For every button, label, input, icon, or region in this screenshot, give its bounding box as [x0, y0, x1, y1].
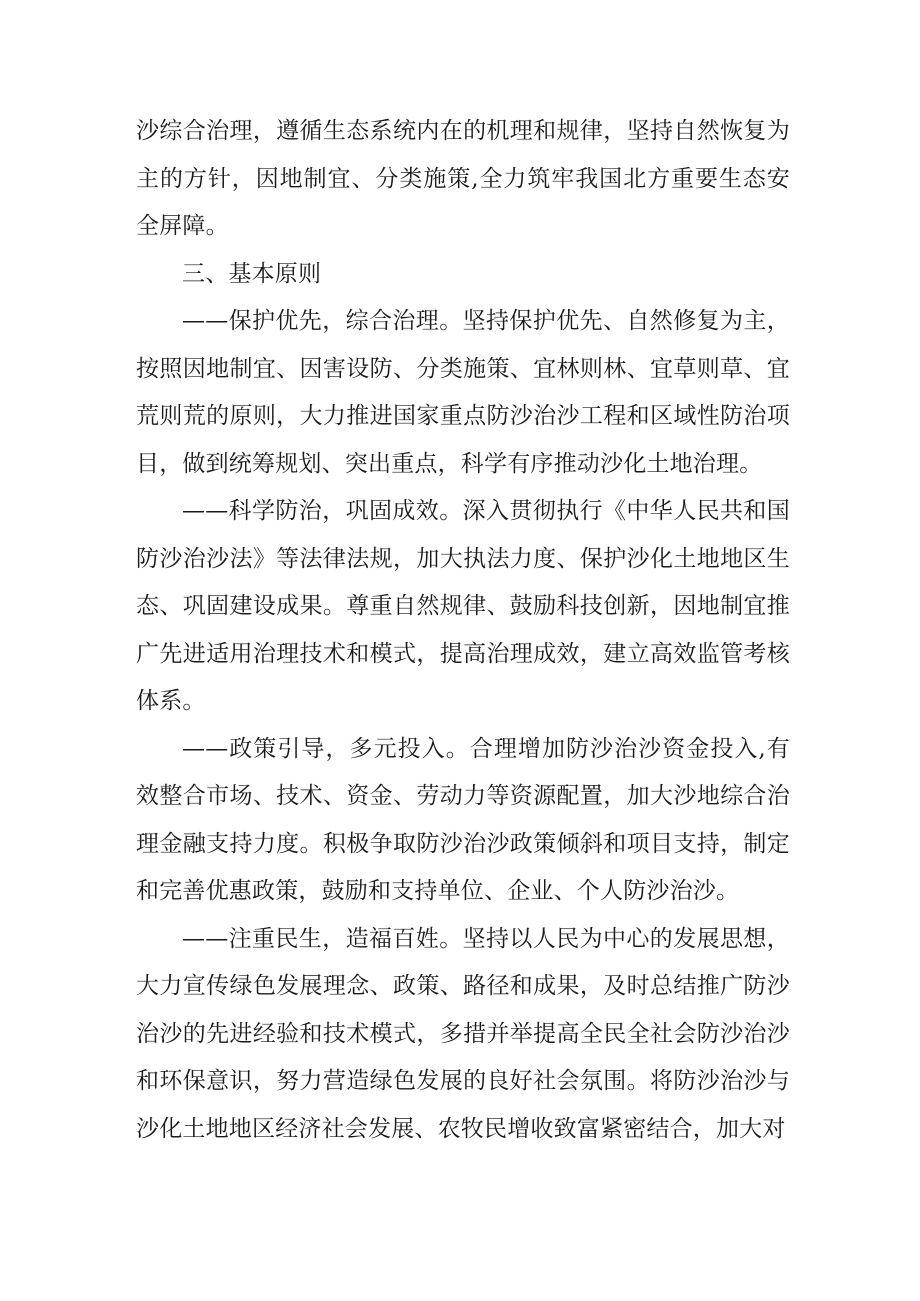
paragraph-continuation: 沙综合治理，遵循生态系统内在的机理和规律，坚持自然恢复为主的方针，因地制宜、分类施策,全力筑牢我国北方重要生态安全屏障。: [136, 118, 790, 239]
paragraph-principle-livelihood: ——注重民生，造福百姓。坚持以人民为中心的发展思想，大力宣传绿色发展理念、政策、路径和成果，及时总结推广防沙治沙的先进经验和技术模式，多措并举提高全民全社会防沙治沙和环保意识，努力营造绿色发展的良好社会氛围。将防沙治沙与沙化土地地区经济社会发展、农牧民增收致富紧密结合，加大对: [136, 925, 790, 1142]
paragraph-principle-policy: ——政策引导，多元投入。合理增加防沙治沙资金投入,有效整合市场、技术、资金、劳动力等资源配置，加大沙地综合治理金融支持力度。积极争取防沙治沙政策倾斜和项目支持，制定和完善优惠政策，鼓励和支持单位、企业、个人防沙治沙。: [136, 735, 790, 904]
paragraph-principle-science: ——科学防治，巩固成效。深入贯彻执行《中华人民共和国防沙治沙法》等法律法规，加大执法力度、保护沙化土地地区生态、巩固建设成果。尊重自然规律、鼓励科技创新，因地制宜推广先进适用治理技术和模式，提高治理成效，建立高效监管考核体系。: [136, 498, 790, 714]
paragraph-principle-protection: ——保护优先，综合治理。坚持保护优先、自然修复为主，按照因地制宜、因害设防、分类施策、宜林则林、宜草则草、宜荒则荒的原则，大力推进国家重点防沙治沙工程和区域性防治项目，做到统筹规划、突出重点，科学有序推动沙化土地治理。: [136, 308, 790, 477]
document-body: [136, 108, 790, 1153]
section-heading-basic-principles: 三、基本原则: [182, 260, 322, 287]
